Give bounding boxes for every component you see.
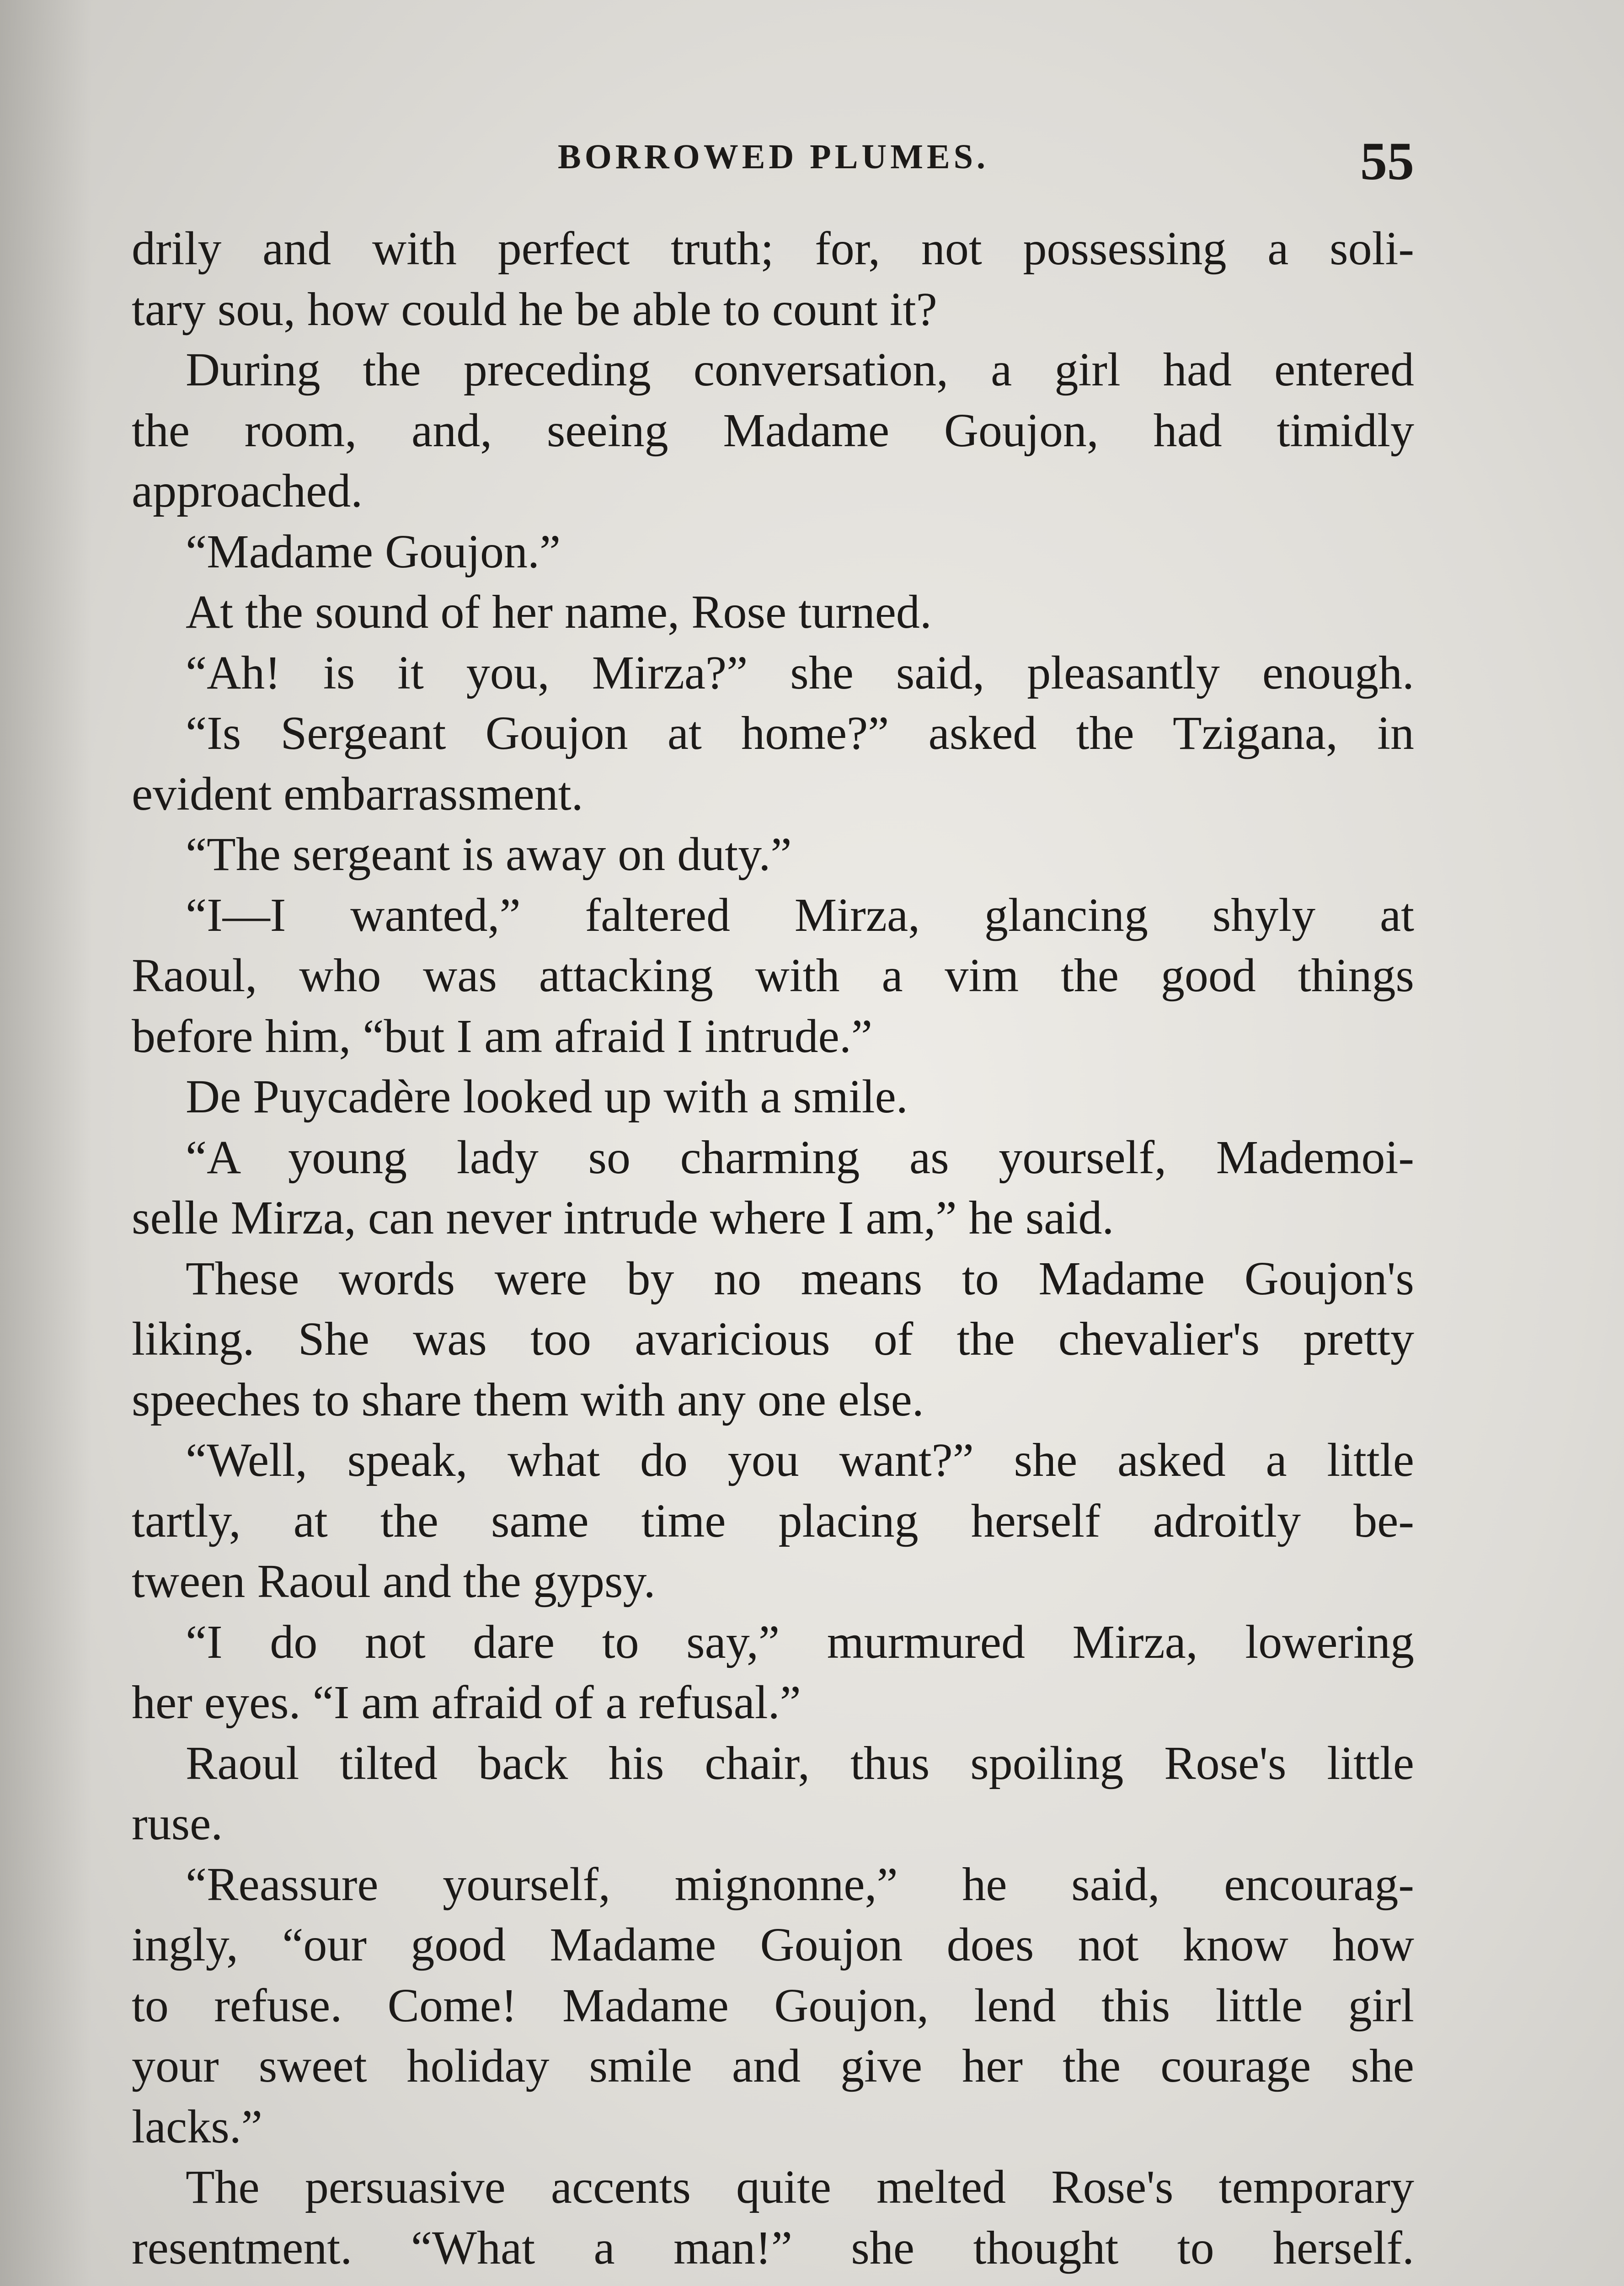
text-line: tartly, at the same time placing herself adroitly be- — [132, 1494, 1414, 1547]
text-line: speeches to share them with any one else. — [132, 1373, 924, 1426]
text-line: “I—I wanted,” faltered Mirza, glancing shyly at — [186, 888, 1414, 941]
text-line: resentment. “What a man!” she thought to herself. — [132, 2221, 1414, 2274]
page-number: 55 — [1360, 131, 1414, 191]
text-line: ingly, “our good Madame Goujon does not know how — [132, 1918, 1414, 1971]
text-line: “Madame Goujon.” — [186, 525, 561, 578]
text-line: “Well, speak, what do you want?” she asked a little — [186, 1434, 1414, 1486]
text-line: ruse. — [132, 1797, 223, 1850]
text-line: “Reassure yourself, mignonne,” he said, encourag- — [186, 1858, 1414, 1911]
text-line: “Ah! is it you, Mirza?” she said, pleasantly enough. — [186, 646, 1414, 699]
text-line: her eyes. “I am afraid of a refusal.” — [132, 1676, 801, 1729]
spine-shadow — [0, 0, 91, 2286]
text-line: before him, “but I am afraid I intrude.” — [132, 1009, 872, 1063]
text-line: liking. She was too avaricious of the chevalier's pretty — [132, 1313, 1414, 1365]
text-line: “Is Sergeant Goujon at home?” asked the Tzigana, in — [186, 707, 1414, 759]
text-line: Raoul, who was attacking with a vim the good things — [132, 949, 1414, 1002]
text-line: “The sergeant is away on duty.” — [186, 828, 792, 881]
text-line: tween Raoul and the gypsy. — [132, 1555, 656, 1608]
text-line: At the sound of her name, Rose turned. — [186, 586, 932, 638]
text-line: “I do not dare to say,” murmured Mirza, lowering — [186, 1615, 1414, 1668]
text-line: “A young lady so charming as yourself, Mademoi- — [186, 1131, 1414, 1184]
text-line: lacks.” — [132, 2100, 262, 2153]
running-head: BORROWED PLUMES. — [558, 138, 989, 176]
text-line: De Puycadère looked up with a smile. — [186, 1070, 908, 1123]
text-line: your sweet holiday smile and give her the courage she — [132, 2040, 1414, 2092]
text-line: drily and with perfect truth; for, not possessing a soli- — [132, 222, 1414, 275]
text-line: These words were by no means to Madame Goujon's — [186, 1252, 1414, 1305]
text-line: During the preceding conversation, a girl had entered — [186, 343, 1414, 396]
text-line: tary sou, how could he be able to count it? — [132, 283, 937, 336]
text-line: selle Mirza, can never intrude where I am,” he said. — [132, 1191, 1114, 1244]
text-line: approached. — [132, 465, 363, 517]
text-line: Raoul tilted back his chair, thus spoiling Rose's little — [186, 1736, 1414, 1789]
text-line: evident embarrassment. — [132, 767, 583, 820]
text-line: to refuse. Come! Madame Goujon, lend this little girl — [132, 1979, 1414, 2032]
text-line: The persuasive accents quite melted Rose's temporary — [186, 2161, 1414, 2213]
text-line: the room, and, seeing Madame Goujon, had timidly — [132, 404, 1414, 457]
body-text — [132, 219, 1414, 2278]
